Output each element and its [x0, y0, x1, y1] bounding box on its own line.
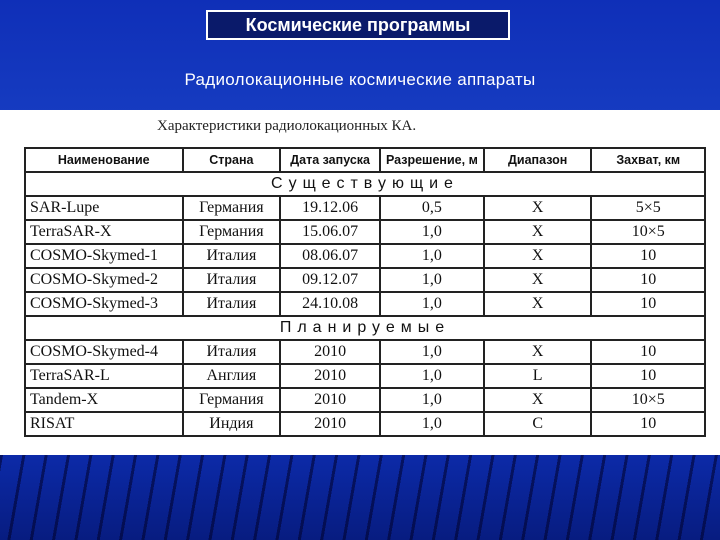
column-header: Разрешение, м — [380, 148, 484, 172]
table-cell: 10×5 — [591, 388, 705, 412]
table-cell: Англия — [183, 364, 281, 388]
table-cell: Италия — [183, 340, 281, 364]
table-row — [25, 292, 705, 316]
table-row — [25, 268, 705, 292]
table-cell: L — [484, 364, 592, 388]
column-header: Наименование — [25, 148, 183, 172]
table-cell: X — [484, 340, 592, 364]
table-cell: TerraSAR-L — [25, 364, 183, 388]
table-cell: 1,0 — [380, 340, 484, 364]
column-header: Диапазон — [484, 148, 592, 172]
decorative-stripes — [0, 455, 720, 540]
table-cell: 08.06.07 — [280, 244, 380, 268]
table-cell: X — [484, 220, 592, 244]
slide-subtitle: Радиолокационные космические аппараты — [184, 70, 536, 89]
table-cell: Индия — [183, 412, 281, 436]
section-row — [25, 316, 705, 340]
table-cell: 10×5 — [591, 220, 705, 244]
table-cell: SAR-Lupe — [25, 196, 183, 220]
table-cell: 10 — [591, 340, 705, 364]
table-cell: 15.06.07 — [280, 220, 380, 244]
table-cell: X — [484, 292, 592, 316]
section-row — [25, 172, 705, 196]
table-cell: X — [484, 244, 592, 268]
table-cell: 10 — [591, 412, 705, 436]
table-cell: COSMO-Skymed-4 — [25, 340, 183, 364]
table-cell: 1,0 — [380, 364, 484, 388]
table-cell: Германия — [183, 196, 281, 220]
column-header: Дата запуска — [280, 148, 380, 172]
table-cell: COSMO-Skymed-1 — [25, 244, 183, 268]
table-cell: Италия — [183, 268, 281, 292]
table-cell: Tandem-X — [25, 388, 183, 412]
section-label: Существующие — [25, 172, 705, 196]
table-cell: C — [484, 412, 592, 436]
table-caption: Характеристики радиолокационных КА. — [157, 118, 417, 134]
table-cell: 1,0 — [380, 220, 484, 244]
column-header: Захват, км — [591, 148, 705, 172]
table-cell: TerraSAR-X — [25, 220, 183, 244]
table-cell: 10 — [591, 292, 705, 316]
column-header: Страна — [183, 148, 281, 172]
table-cell: Италия — [183, 244, 281, 268]
table-cell: 10 — [591, 364, 705, 388]
table-cell: Германия — [183, 388, 281, 412]
section-label: Планируемые — [25, 316, 705, 340]
table-row — [25, 196, 705, 220]
table-cell: 0,5 — [380, 196, 484, 220]
table-row — [25, 412, 705, 436]
table-cell: 24.10.08 — [280, 292, 380, 316]
table-cell: 2010 — [280, 388, 380, 412]
table-cell: 10 — [591, 244, 705, 268]
table-cell: 2010 — [280, 364, 380, 388]
table-cell: 2010 — [280, 340, 380, 364]
table-cell: 1,0 — [380, 244, 484, 268]
table-cell: 5×5 — [591, 196, 705, 220]
table-cell: X — [484, 388, 592, 412]
table-cell: 19.12.06 — [280, 196, 380, 220]
table-cell: 1,0 — [380, 412, 484, 436]
table-cell: Италия — [183, 292, 281, 316]
table-cell: 1,0 — [380, 388, 484, 412]
table-row — [25, 340, 705, 364]
table-cell: 09.12.07 — [280, 268, 380, 292]
table-row — [25, 364, 705, 388]
table-cell: 1,0 — [380, 268, 484, 292]
table-cell: X — [484, 268, 592, 292]
table-cell: 2010 — [280, 412, 380, 436]
table-cell: 1,0 — [380, 292, 484, 316]
table-cell: COSMO-Skymed-2 — [25, 268, 183, 292]
table-cell: 10 — [591, 268, 705, 292]
table-row — [25, 220, 705, 244]
table-row — [25, 244, 705, 268]
table-cell: Германия — [183, 220, 281, 244]
table-row — [25, 388, 705, 412]
satellite-table — [24, 147, 706, 437]
table-cell: COSMO-Skymed-3 — [25, 292, 183, 316]
slide-title: Космические программы — [206, 10, 510, 40]
table-cell: RISAT — [25, 412, 183, 436]
header-row — [25, 148, 705, 172]
table-cell: X — [484, 196, 592, 220]
